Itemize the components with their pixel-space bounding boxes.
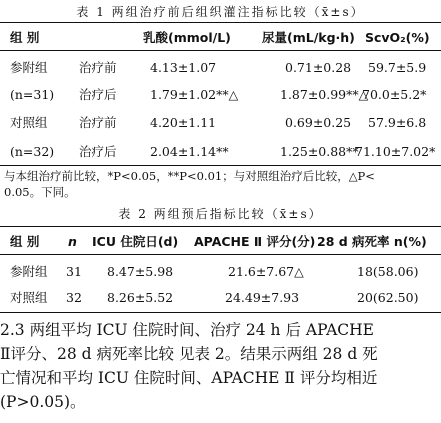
table2-row2-mortality: 20(62.50) [357,290,419,305]
table2-header-icu: ICU 住院日(d) [92,234,179,249]
table1-row4-phase: 治疗后 [79,144,117,159]
table2-row2-n: 32 [66,290,82,305]
table1-note-line2: 0.05。下同。 [4,185,76,199]
table1-row3-group: 对照组 [10,115,48,130]
table1-row4-urine: 1.25±0.88** [280,144,359,159]
table2-row1-icu: 8.47±5.98 [107,264,174,279]
paragraph-line2: Ⅱ评分、28 d 病死率比较 见表 2。结果示两组 28 d 死 [0,345,378,363]
table1-note-line1: 与本组治疗前比较，*P<0.05，**P<0.01；与对照组治疗后比较，△P< [4,169,375,183]
table1-bottom-rule [0,165,441,166]
table1-row2-lactate: 1.79±1.02**△ [150,87,239,102]
table2-row1-n: 31 [66,264,82,279]
table2-header-n: n [68,234,77,249]
paragraph-line3: 亡情况和平均 ICU 住院时间、APACHE Ⅱ 评分均相近 [0,369,378,387]
table1-header-urine: 尿量(mL/kg·h) [262,30,355,45]
table1-row3-urine: 0.69±0.25 [285,115,352,130]
table2-caption: 表 2 两组预后指标比较（x̄±s） [118,207,323,221]
table2-header-mortality: 28 d 病死率 n(%) [317,234,427,249]
table1-row3-phase: 治疗前 [79,115,117,130]
table2-header-apache: APACHE Ⅱ 评分(分) [194,234,316,249]
table1-header-rule [0,50,441,51]
table1-header-group: 组 别 [10,30,40,45]
table1-row1-phase: 治疗前 [79,60,117,75]
table2-top-rule [0,226,441,227]
table1-row4-lactate: 2.04±1.14** [150,144,229,159]
table1-row2-phase: 治疗后 [79,87,117,102]
table1-row3-scvo2: 57.9±6.8 [368,115,427,130]
table1-row3-lactate: 4.20±1.11 [150,115,217,130]
table1-header-lactate: 乳酸(mmol/L) [143,30,231,45]
table2-row1-group: 参附组 [10,264,48,279]
table1-row2-group: (n=31) [10,87,55,102]
table1-top-rule [0,22,441,23]
table2-row1-mortality: 18(58.06) [357,264,419,279]
table1-row4-scvo2: 71.10±7.02* [355,144,436,159]
table2-row1-apache: 21.6±7.67△ [228,264,304,279]
table2-row2-icu: 8.26±5.52 [107,290,174,305]
paragraph-line1: 2.3 两组平均 ICU 住院时间、治疗 24 h 后 APACHE [0,321,374,339]
table2-row2-apache: 24.49±7.93 [225,290,300,305]
table2-header-rule [0,254,441,255]
table2-bottom-rule [0,312,441,313]
paragraph-line4: (P>0.05)。 [0,393,86,411]
table1-row1-scvo2: 59.7±5.9 [368,60,427,75]
table1-row1-lactate: 4.13±1.07 [150,60,217,75]
table1-row2-scvo2: 70.0±5.2* [362,87,427,102]
table1-header-scvo2: ScvO₂(%) [365,30,430,45]
table1-row2-urine: 1.87±0.99**△ [280,87,369,102]
table1-row4-group: (n=32) [10,144,55,159]
table2-row2-group: 对照组 [10,290,48,305]
table1-caption: 表 1 两组治疗前后组织灌注指标比较（x̄±s） [76,5,365,19]
table1-row1-group: 参附组 [10,60,48,75]
table1-row1-urine: 0.71±0.28 [285,60,352,75]
table2-header-group: 组 别 [10,234,40,249]
